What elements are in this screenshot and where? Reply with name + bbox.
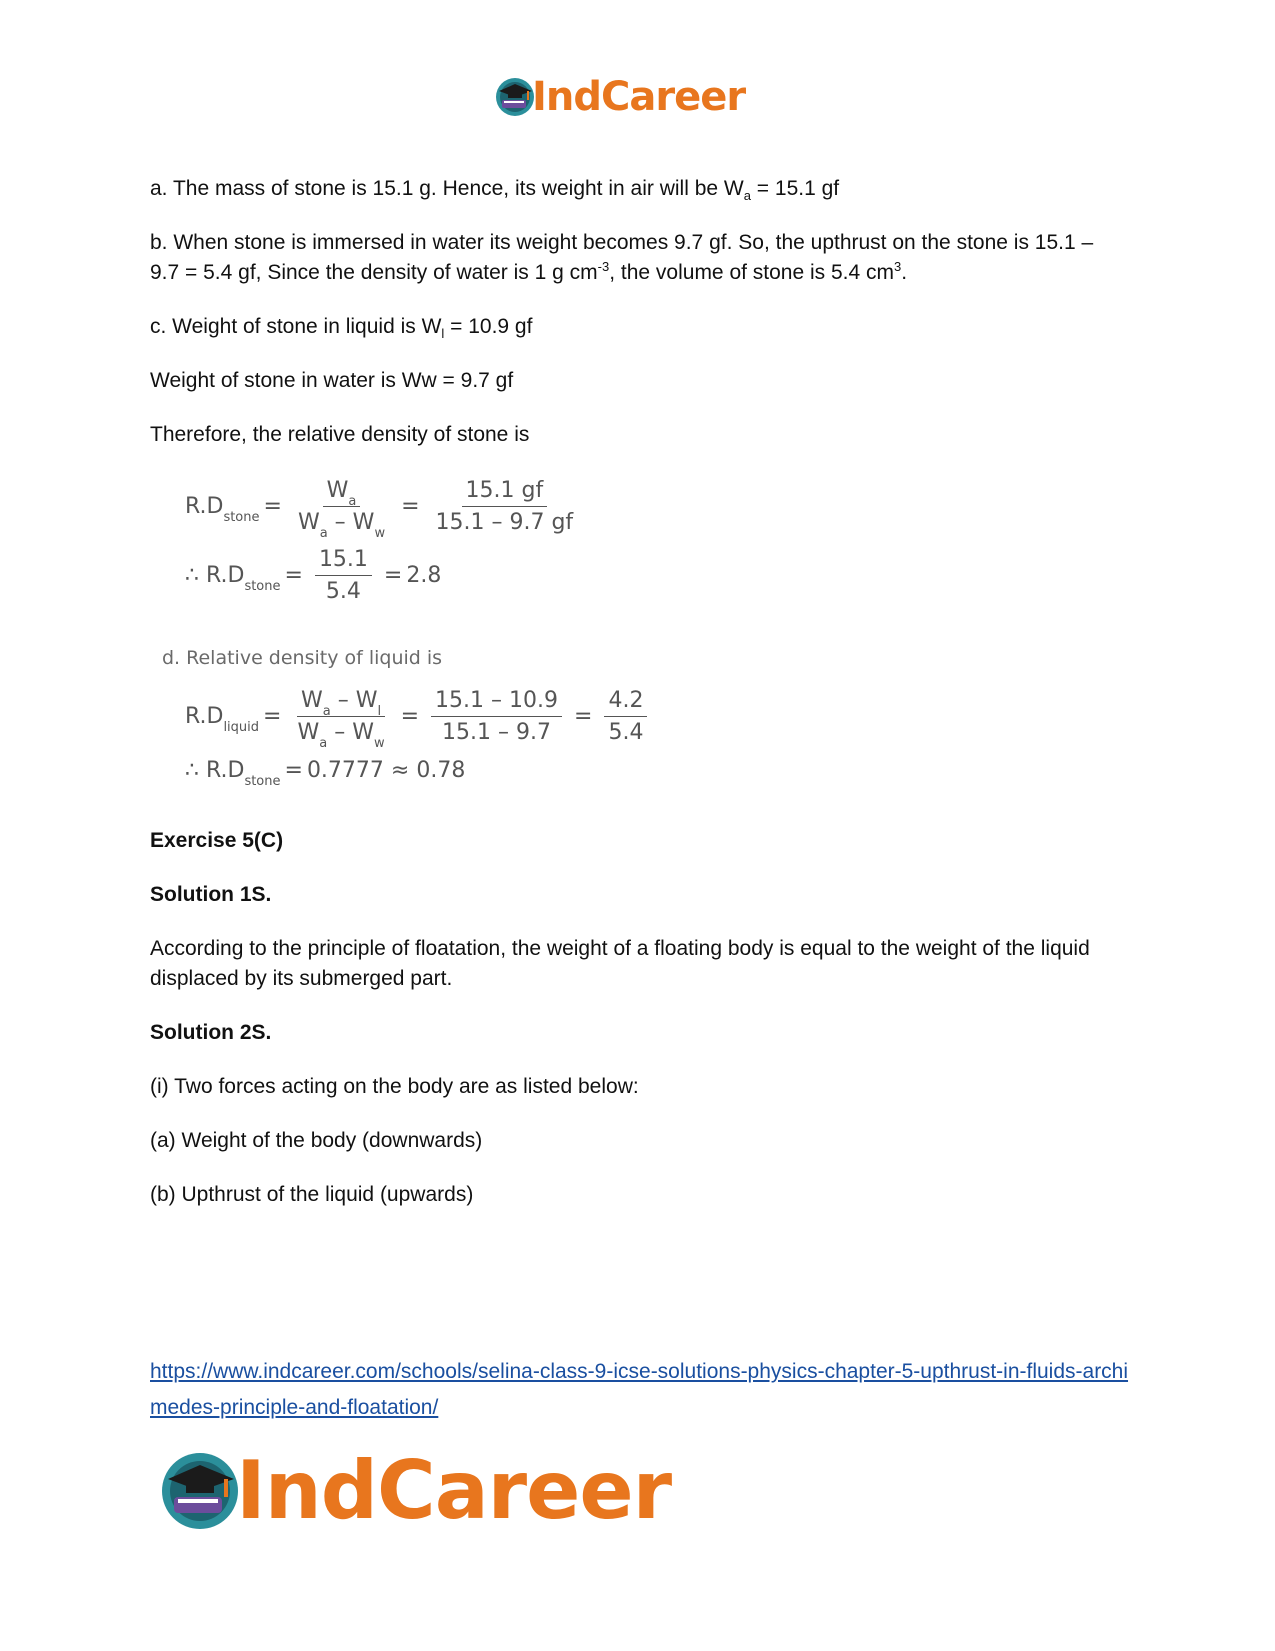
- graduation-cap-book-icon: [494, 76, 536, 118]
- solution-2-heading: Solution 2S.: [150, 1021, 272, 1044]
- therefore-text: Therefore, the relative density of stone is: [150, 423, 530, 446]
- exercise-heading: Exercise 5(C): [150, 829, 284, 852]
- part-d-caption: d. Relative density of liquid is: [162, 647, 443, 669]
- solution-2-item-b: (b) Upthrust of the liquid (upwards): [150, 1183, 474, 1206]
- weight-water-text: Weight of stone in water is Ww = 9.7 gf: [150, 369, 514, 392]
- part-a-text: a. The mass of stone is 15.1 g. Hence, its weight in air will be $W_a = 15.1$ gf: [150, 177, 840, 204]
- header-logo-text: IndCareer: [532, 74, 746, 120]
- footer-logo-text: IndCareer: [236, 1444, 672, 1537]
- header-logo: [494, 74, 745, 120]
- solution-1-text: According to the principle of floatation, the weight of a floating body is equal to the weight of the liquid displaced by its submerged part.: [150, 937, 1090, 990]
- solution-2-item-a: (a) Weight of the body (downwards): [150, 1129, 483, 1152]
- graduation-cap-book-icon: [158, 1449, 242, 1533]
- solution-1-heading: Solution 1S.: [150, 883, 272, 906]
- part-c-text: c. Weight of stone in liquid is $W_l = 10.9$ gf: [150, 315, 533, 342]
- rd-label: $R.D_{stone}$: [185, 494, 260, 525]
- rd-stone-result: ∴ $R.D_{stone}$ = $\frac{15.1}{5.4}$ = 2.8: [185, 547, 442, 604]
- fraction-values: $\frac{15.1 gf}{15.1 - 9.7 gf}$: [435, 478, 574, 535]
- rd-stone-equation: $R.D_{stone}$ = $\frac{W_a}{W_a - W_w}$ = $\frac{15.1 gf}{15.1 - 9.7 gf}$: [185, 478, 585, 535]
- fraction-wa-over-diff: $\frac{W_a}{W_a - W_w}$: [297, 478, 386, 541]
- part-b-text: b. When stone is immersed in water its weight becomes 9.7 gf. So, the upthrust on the stone is 15.1 – 9.7 = 5.4 gf, Since the density of water is 1 g $cm^{-3}$, the volume of stone is 5.4 $cm^3$.: [150, 231, 1094, 284]
- solution-2-intro: (i) Two forces acting on the body are as listed below:: [150, 1075, 639, 1098]
- rd-liquid-result: ∴ $R.D_{stone}$ = 0.7777 ≈ 0.78: [185, 758, 466, 789]
- footer-source-link[interactable]: https://www.indcareer.com/schools/selina-class-9-icse-solutions-physics-chapter-5-upthrust-in-fluids-archimedes-principle-and-floatation/: [150, 1360, 1129, 1419]
- footer-logo: [158, 1444, 671, 1537]
- rd-liquid-equation: $R.D_{liquid}$ = $\frac{W_a - W_l}{W_a - W_w}$ = $\frac{15.1 - 10.9}{15.1 - 9.7}$ = $\frac{4.2}{5.4}$: [185, 688, 655, 745]
